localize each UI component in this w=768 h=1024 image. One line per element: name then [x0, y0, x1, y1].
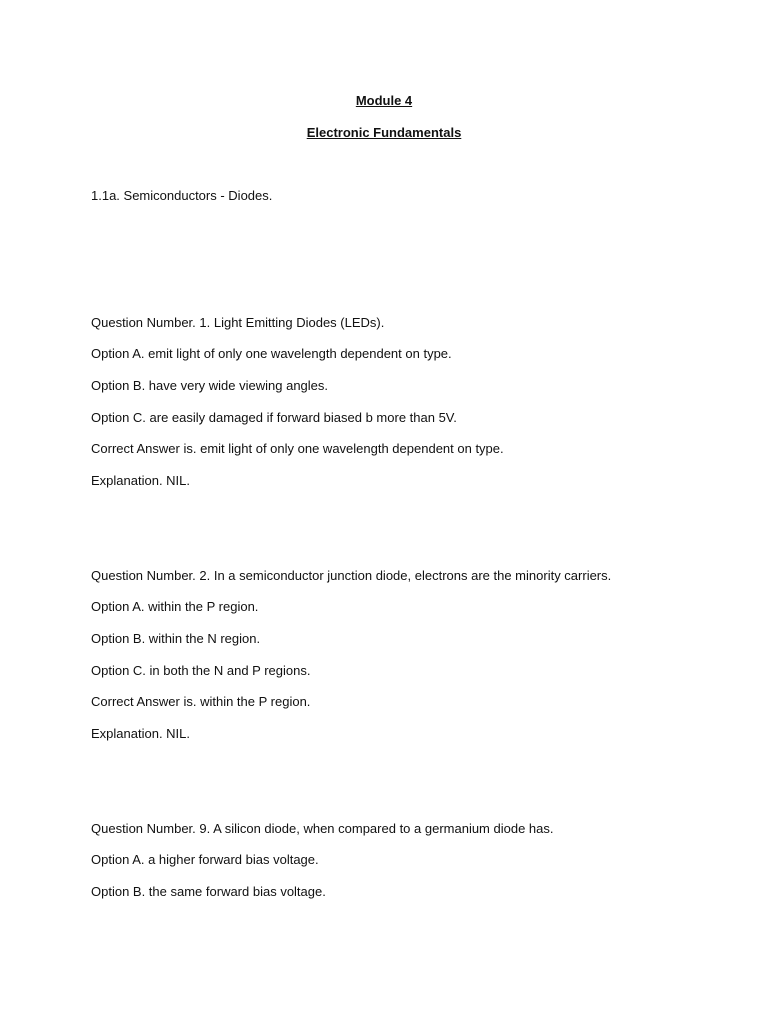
- explanation: Explanation. NIL.: [91, 726, 191, 741]
- correct-answer: Correct Answer is. emit light of only one wavelength dependent on type.: [91, 441, 504, 456]
- question-text: Question Number. 9. A silicon diode, when compared to a germanium diode has.: [91, 821, 554, 836]
- option-a: Option A. a higher forward bias voltage.: [91, 852, 319, 867]
- option-b: Option B. within the N region.: [91, 631, 261, 646]
- option-c: Option C. are easily damaged if forward biased b more than 5V.: [91, 410, 457, 425]
- option-a: Option A. emit light of only one wavelength dependent on type.: [91, 346, 452, 361]
- question-text: Question Number. 1. Light Emitting Diodes (LEDs).: [91, 315, 385, 330]
- option-b: Option B. the same forward bias voltage.: [91, 884, 326, 899]
- correct-answer: Correct Answer is. within the P region.: [91, 694, 311, 709]
- question-text: Question Number. 2. In a semiconductor junction diode, electrons are the minority carriers.: [91, 568, 612, 583]
- section-title: 1.1a. Semiconductors - Diodes.: [91, 188, 273, 203]
- module-title: Module 4: [355, 93, 413, 108]
- explanation: Explanation. NIL.: [91, 473, 191, 488]
- option-b: Option B. have very wide viewing angles.: [91, 378, 329, 393]
- option-c: Option C. in both the N and P regions.: [91, 663, 311, 678]
- option-a: Option A. within the P region.: [91, 599, 259, 614]
- subject-title: Electronic Fundamentals: [306, 125, 462, 140]
